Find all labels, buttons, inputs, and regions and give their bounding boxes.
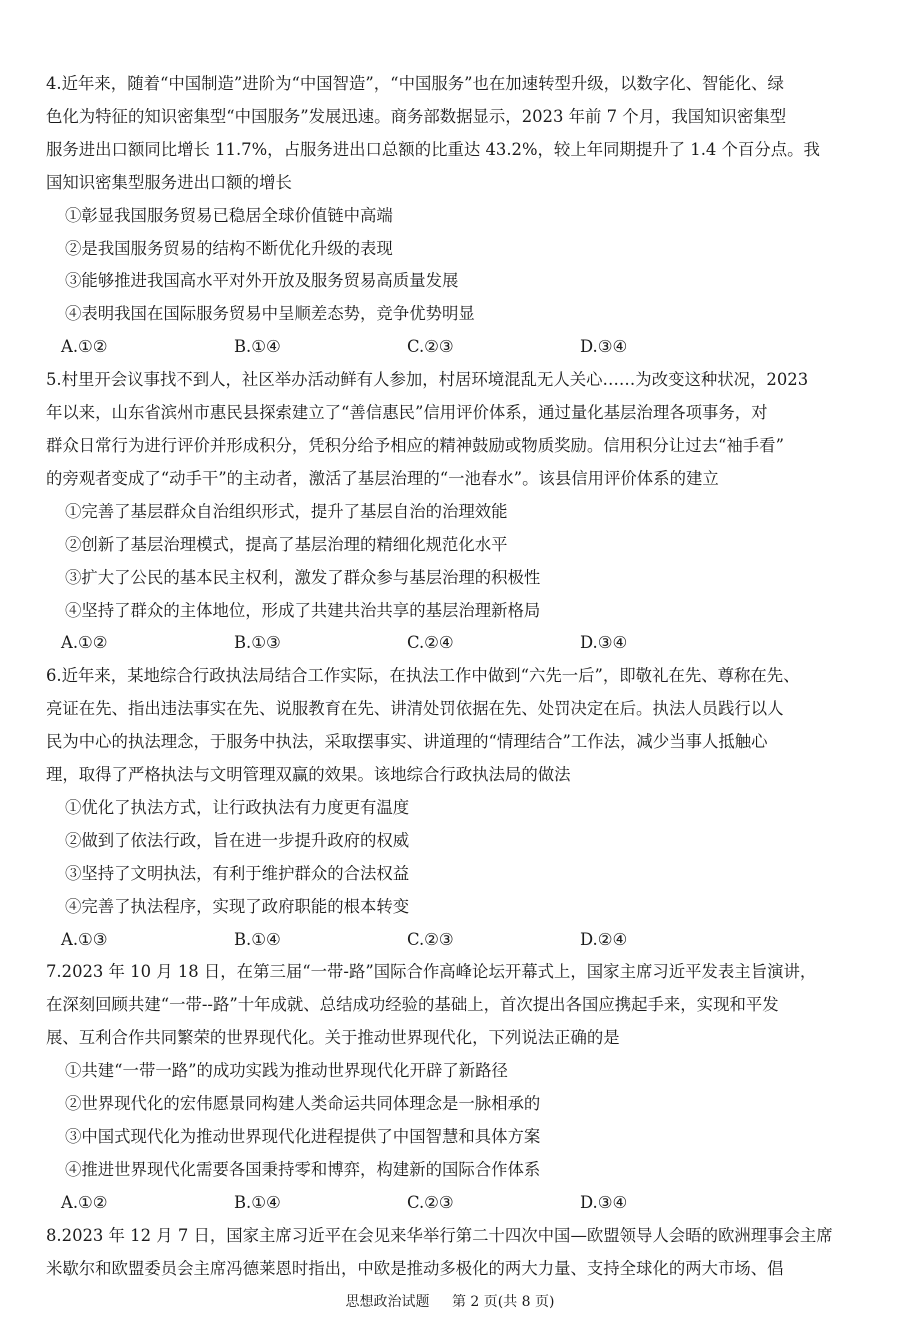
question-stem-line: 的旁观者变成了“动手干”的主动者，激活了基层治理的“一池春水”。该县信用评价体系的建立: [46, 468, 719, 488]
answer-choice: D.③④: [580, 1192, 628, 1212]
question-stem-line: 在深刻回顾共建“一带--路”十年成就、总结成功经验的基础上，首次提出各国应携起手来，实现和平发: [46, 995, 779, 1015]
answer-choice: A.①③: [61, 929, 108, 949]
question-stem-line: 6.近年来，某地综合行政执法局结合工作实际，在执法工作中做到“六先一后”，即敬礼在先、尊称在先、: [46, 666, 800, 686]
question-stem-line: 5.村里开会议事找不到人，社区举办活动鲜有人参加，村居环境混乱无人关心……为改变这种状况，2023: [46, 370, 809, 390]
question-stem-line: 民为中心的执法理念，于服务中执法，采取摆事实、讲道理的“情理结合”工作法，减少当事人抵触心: [46, 732, 768, 752]
answer-choice: A.①②: [61, 1192, 108, 1212]
statement-option: ①完善了基层群众自治组织形式，提升了基层自治的治理效能: [65, 501, 508, 521]
question-stem-line: 8.2023 年 12 月 7 日，国家主席习近平在会见来华举行第二十四次中国—欧盟领导人会晤的欧洲理事会主席: [46, 1225, 833, 1245]
answer-choice: B.①④: [234, 337, 281, 357]
question-7: [46, 956, 864, 1219]
statement-option: ④推进世界现代化需要各国秉持零和博弈，构建新的国际合作体系: [65, 1159, 541, 1179]
answer-choice: A.①②: [61, 337, 108, 357]
question-stem-line: 4.近年来，随着“中国制造”进阶为“中国智造”，“中国服务”也在加速转型升级，以数字化、智能化、绿: [46, 74, 784, 93]
answer-choice: B.①③: [234, 633, 281, 653]
statement-option: ③扩大了公民的基本民主权利，激发了群众参与基层治理的积极性: [65, 567, 541, 587]
answer-choice: B.①④: [234, 1192, 281, 1212]
statement-option: ①共建“一带一路”的成功实践为推动世界现代化开辟了新路径: [65, 1061, 508, 1081]
question-6: [46, 660, 864, 956]
question-stem-line: 国知识密集型服务进出口额的增长: [46, 172, 292, 192]
statement-option: ③中国式现代化为推动世界现代化进程提供了中国智慧和具体方案: [65, 1127, 541, 1146]
footer-subject: 思想政治试题: [345, 1294, 430, 1310]
question-4: [46, 68, 864, 364]
question-stem-line: 理，取得了严格执法与文明管理双赢的效果。该地综合行政执法局的做法: [46, 765, 571, 785]
answer-choice: D.③④: [580, 633, 628, 653]
answer-choice: C.②③: [407, 929, 454, 949]
footer-page-number: 第 2 页(共 8 页): [451, 1294, 555, 1310]
answer-choice: C.②③: [407, 337, 454, 357]
question-stem-line: 服务进出口额同比增长 11.7%，占服务进出口总额的比重达 43.2%，较上年同期提升了 1.4 个百分点。我: [46, 139, 820, 159]
answer-choice: D.②④: [580, 929, 628, 949]
statement-option: ②创新了基层治理模式，提高了基层治理的精细化规范化水平: [65, 534, 508, 554]
answer-choice: C.②③: [407, 1192, 454, 1212]
question-stem-line: 色化为特征的知识密集型“中国服务”发展迅速。商务部数据显示，2023 年前 7 个月，我国知识密集型: [46, 106, 787, 126]
statement-option: ③能够推进我国高水平对外开放及服务贸易高质量发展: [65, 271, 459, 291]
answer-choice: A.①②: [61, 633, 108, 653]
answer-choices: [46, 1187, 864, 1220]
statement-option: ②世界现代化的宏伟愿景同构建人类命运共同体理念是一脉相承的: [65, 1094, 541, 1114]
question-stem-line: 亮证在先、指出违法事实在先、说服教育在先、讲清处罚依据在先、处罚决定在后。执法人员践行以人: [46, 699, 784, 719]
statement-option: ③坚持了文明执法，有利于维护群众的合法权益: [65, 863, 410, 883]
statement-option: ④完善了执法程序，实现了政府职能的根本转变: [65, 896, 410, 916]
statement-option: ④坚持了群众的主体地位，形成了共建共治共享的基层治理新格局: [65, 600, 541, 620]
answer-choice: B.①④: [234, 929, 281, 949]
answer-choices: [46, 627, 864, 660]
answer-choices: [46, 331, 864, 364]
question-stem-line: 展、互利合作共同繁荣的世界现代化。关于推动世界现代化，下列说法正确的是: [46, 1028, 620, 1048]
question-8: [46, 1220, 864, 1286]
statement-option: ①彰显我国服务贸易已稳居全球价值链中高端: [65, 205, 393, 225]
question-stem-line: 米歇尔和欧盟委员会主席冯德莱恩时指出，中欧是推动多极化的两大力量、支持全球化的两大市场、倡: [46, 1258, 784, 1278]
statement-option: ②是我国服务贸易的结构不断优化升级的表现: [65, 238, 393, 258]
page-footer: [0, 1291, 900, 1311]
answer-choices: [46, 924, 864, 957]
statement-option: ①优化了执法方式，让行政执法有力度更有温度: [65, 797, 410, 817]
statement-option: ②做到了依法行政，旨在进一步提升政府的权威: [65, 830, 410, 850]
question-stem-line: 7.2023 年 10 月 18 日，在第三届“一带-路”国际合作高峰论坛开幕式上，国家主席习近平发表主旨演讲，: [46, 962, 817, 982]
answer-choice: D.③④: [580, 337, 628, 357]
question-5: [46, 364, 864, 660]
answer-choice: C.②④: [407, 633, 454, 653]
question-stem-line: 年以来，山东省滨州市惠民县探索建立了“善信惠民”信用评价体系，通过量化基层治理各项事务，对: [46, 403, 768, 423]
question-list: [46, 68, 864, 1286]
statement-option: ④表明我国在国际服务贸易中呈顺差态势，竞争优势明显: [65, 304, 475, 324]
question-stem-line: 群众日常行为进行评价并形成积分，凭积分给予相应的精神鼓励或物质奖励。信用积分让过去“袖手看”: [46, 435, 784, 455]
